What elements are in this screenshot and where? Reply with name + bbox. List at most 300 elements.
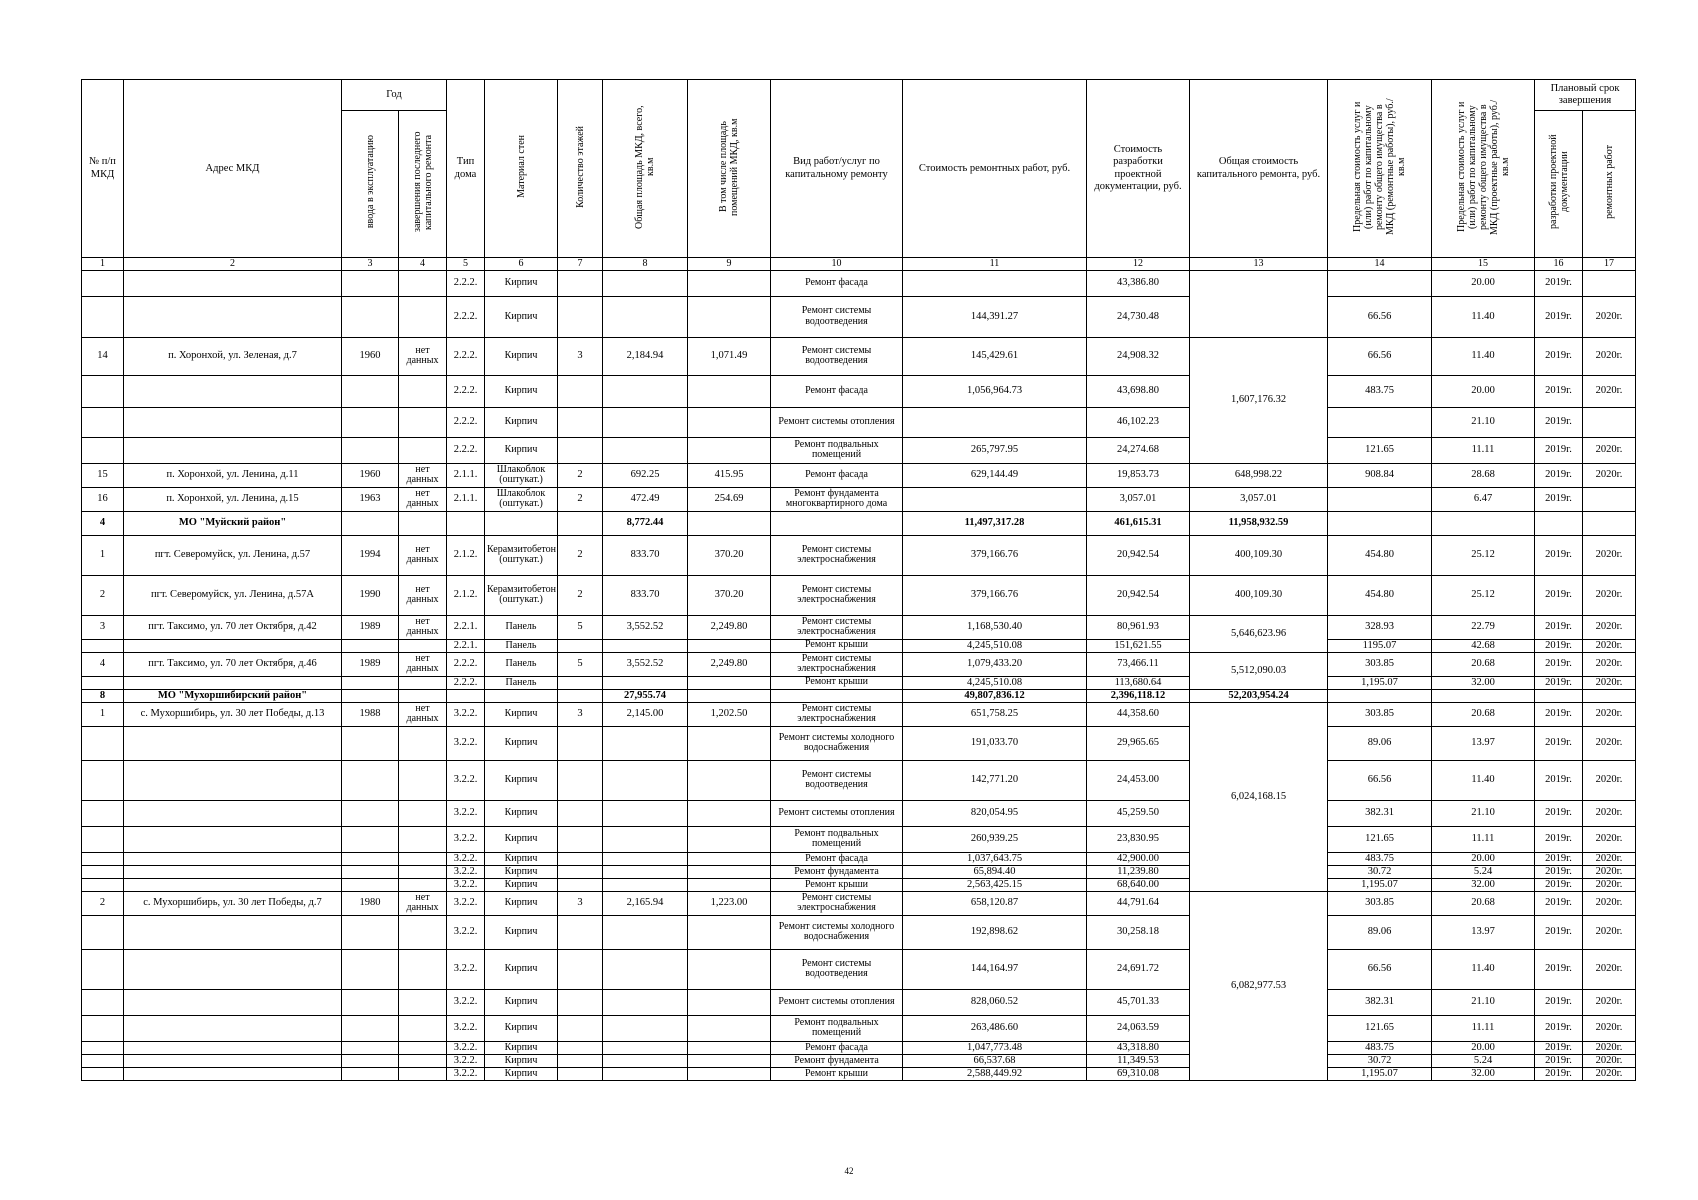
deadline-design-cell: 2019г. — [1535, 407, 1583, 437]
table-row — [82, 676, 1636, 689]
limit-repair-cell: 121.65 — [1328, 437, 1432, 463]
address-cell: п. Хоронхой, ул. Зеленая, д.7 — [124, 337, 342, 375]
column-number: 9 — [688, 258, 771, 271]
row-number: 14 — [82, 337, 124, 375]
limit-design-cell: 32.00 — [1432, 1068, 1535, 1081]
house-type-cell: 2.2.2. — [447, 337, 485, 375]
design-cost-cell: 113,680.64 — [1087, 676, 1190, 689]
limit-design-cell: 11.11 — [1432, 826, 1535, 852]
floors-cell — [558, 760, 603, 800]
table-row — [82, 852, 1636, 865]
floors-cell — [558, 437, 603, 463]
floors-cell — [558, 1055, 603, 1068]
limit-repair-cell: 328.93 — [1328, 615, 1432, 639]
deadline-repair-cell: 2020г. — [1583, 915, 1636, 949]
row-number — [82, 989, 124, 1015]
year-commission-cell — [342, 1015, 399, 1041]
deadline-design-cell: 2019г. — [1535, 949, 1583, 989]
row-number — [82, 826, 124, 852]
floors-cell: 2 — [558, 463, 603, 487]
deadline-design-cell: 2019г. — [1535, 989, 1583, 1015]
col-head-no: № п/п МКД — [82, 80, 124, 258]
house-type-cell: 3.2.2. — [447, 1055, 485, 1068]
work-type-cell: Ремонт системы электроснабжения — [771, 535, 903, 575]
work-type-cell: Ремонт системы электроснабжения — [771, 891, 903, 915]
design-cost-cell: 24,908.32 — [1087, 337, 1190, 375]
deadline-design-cell: 2019г. — [1535, 296, 1583, 337]
year-last-repair-cell: нет данных — [399, 575, 447, 615]
year-last-repair-cell — [399, 511, 447, 535]
house-type-cell: 2.1.2. — [447, 535, 485, 575]
year-commission-cell — [342, 800, 399, 826]
work-type-cell: Ремонт крыши — [771, 676, 903, 689]
table-row — [82, 487, 1636, 511]
year-last-repair-cell — [399, 949, 447, 989]
column-number: 2 — [124, 258, 342, 271]
design-cost-cell: 20,942.54 — [1087, 535, 1190, 575]
address-cell: пгт. Северомуйск, ул. Ленина, д.57А — [124, 575, 342, 615]
wall-material-cell: Керамзитобетон (оштукат.) — [485, 535, 558, 575]
work-type-cell: Ремонт системы отопления — [771, 989, 903, 1015]
year-last-repair-cell — [399, 800, 447, 826]
year-last-repair-cell — [399, 878, 447, 891]
house-type-cell: 2.2.2. — [447, 676, 485, 689]
deadline-design-cell: 2019г. — [1535, 865, 1583, 878]
wall-material-cell: Кирпич — [485, 702, 558, 726]
table-row — [82, 702, 1636, 726]
repair-cost-cell: 1,056,964.73 — [903, 375, 1087, 407]
total-area-cell — [603, 1055, 688, 1068]
premises-area-cell: 254.69 — [688, 487, 771, 511]
row-number — [82, 800, 124, 826]
limit-design-cell: 5.24 — [1432, 1055, 1535, 1068]
wall-material-cell: Кирпич — [485, 989, 558, 1015]
work-type-cell: Ремонт подвальных помещений — [771, 826, 903, 852]
row-number — [82, 407, 124, 437]
limit-repair-cell — [1328, 689, 1432, 702]
deadline-repair-cell: 2020г. — [1583, 296, 1636, 337]
address-cell — [124, 296, 342, 337]
floors-cell: 2 — [558, 487, 603, 511]
deadline-repair-cell: 2020г. — [1583, 437, 1636, 463]
table-row — [82, 760, 1636, 800]
col-head-wall-material: Материал стен — [485, 80, 558, 258]
year-last-repair-cell — [399, 726, 447, 760]
house-type-cell: 3.2.2. — [447, 865, 485, 878]
table-row — [82, 511, 1636, 535]
premises-area-cell — [688, 989, 771, 1015]
limit-design-cell: 20.00 — [1432, 852, 1535, 865]
col-head-limit-repair: Предельная стоимость услуг и (или) работ по капитальному ремонту общего имущества в МКД (ремонтные работы), руб./кв.м — [1328, 80, 1432, 258]
floors-cell — [558, 800, 603, 826]
limit-design-cell: 11.40 — [1432, 296, 1535, 337]
year-commission-cell — [342, 852, 399, 865]
work-type-cell: Ремонт системы электроснабжения — [771, 615, 903, 639]
deadline-repair-cell: 2020г. — [1583, 1068, 1636, 1081]
address-cell: пгт. Северомуйск, ул. Ленина, д.57 — [124, 535, 342, 575]
limit-repair-cell: 908.84 — [1328, 463, 1432, 487]
floors-cell — [558, 915, 603, 949]
repair-cost-cell: 260,939.25 — [903, 826, 1087, 852]
deadline-repair-cell: 2020г. — [1583, 702, 1636, 726]
total-cost-cell: 648,998.22 — [1190, 463, 1328, 487]
limit-design-cell: 11.11 — [1432, 1015, 1535, 1041]
repair-cost-cell: 2,588,449.92 — [903, 1068, 1087, 1081]
col-head-year: Год — [342, 80, 447, 111]
deadline-repair-cell: 2020г. — [1583, 575, 1636, 615]
design-cost-cell: 45,701.33 — [1087, 989, 1190, 1015]
year-commission-cell — [342, 1055, 399, 1068]
design-cost-cell: 24,453.00 — [1087, 760, 1190, 800]
year-commission-cell — [342, 639, 399, 652]
total-area-cell — [603, 949, 688, 989]
column-number: 11 — [903, 258, 1087, 271]
table-row — [82, 375, 1636, 407]
deadline-design-cell: 2019г. — [1535, 826, 1583, 852]
design-cost-cell: 42,900.00 — [1087, 852, 1190, 865]
repair-cost-cell: 263,486.60 — [903, 1015, 1087, 1041]
work-type-cell: Ремонт системы водоотведения — [771, 949, 903, 989]
address-cell: п. Хоронхой, ул. Ленина, д.15 — [124, 487, 342, 511]
work-type-cell: Ремонт фасада — [771, 270, 903, 296]
deadline-design-cell: 2019г. — [1535, 639, 1583, 652]
wall-material-cell: Кирпич — [485, 865, 558, 878]
table-row — [82, 891, 1636, 915]
repair-cost-cell: 4,245,510.08 — [903, 639, 1087, 652]
premises-area-cell — [688, 760, 771, 800]
total-area-cell — [603, 296, 688, 337]
house-type-cell: 2.2.2. — [447, 652, 485, 676]
work-type-cell: Ремонт системы холодного водоснабжения — [771, 915, 903, 949]
col-head-work-type: Вид работ/услуг по капитальному ремонту — [771, 80, 903, 258]
floors-cell — [558, 949, 603, 989]
floors-cell — [558, 676, 603, 689]
wall-material-cell: Кирпич — [485, 407, 558, 437]
limit-design-cell: 20.00 — [1432, 375, 1535, 407]
limit-repair-cell — [1328, 407, 1432, 437]
col-head-deadline: Плановый срок завершения — [1535, 80, 1636, 111]
design-cost-cell: 2,396,118.12 — [1087, 689, 1190, 702]
year-last-repair-cell — [399, 865, 447, 878]
design-cost-cell: 69,310.08 — [1087, 1068, 1190, 1081]
address-cell — [124, 826, 342, 852]
year-last-repair-cell: нет данных — [399, 891, 447, 915]
work-type-cell — [771, 511, 903, 535]
table-row — [82, 575, 1636, 615]
floors-cell — [558, 639, 603, 652]
deadline-repair-cell: 2020г. — [1583, 726, 1636, 760]
deadline-design-cell: 2019г. — [1535, 726, 1583, 760]
row-number — [82, 270, 124, 296]
work-type-cell: Ремонт системы электроснабжения — [771, 652, 903, 676]
limit-design-cell: 13.97 — [1432, 726, 1535, 760]
table-row — [82, 652, 1636, 676]
row-number: 1 — [82, 535, 124, 575]
total-area-cell: 27,955.74 — [603, 689, 688, 702]
total-area-cell — [603, 639, 688, 652]
total-area-cell — [603, 915, 688, 949]
floors-cell: 3 — [558, 702, 603, 726]
row-number: 3 — [82, 615, 124, 639]
year-last-repair-cell — [399, 1041, 447, 1054]
total-cost-cell — [1190, 270, 1328, 337]
deadline-design-cell — [1535, 689, 1583, 702]
total-area-cell: 2,165.94 — [603, 891, 688, 915]
design-cost-cell: 11,239.80 — [1087, 865, 1190, 878]
deadline-design-cell: 2019г. — [1535, 878, 1583, 891]
row-number — [82, 1041, 124, 1054]
year-last-repair-cell — [399, 915, 447, 949]
house-type-cell: 2.2.2. — [447, 375, 485, 407]
address-cell — [124, 1068, 342, 1081]
design-cost-cell: 44,358.60 — [1087, 702, 1190, 726]
total-cost-cell: 400,109.30 — [1190, 575, 1328, 615]
limit-design-cell: 11.11 — [1432, 437, 1535, 463]
house-type-cell: 3.2.2. — [447, 949, 485, 989]
floors-cell — [558, 375, 603, 407]
col-head-house-type: Тип дома — [447, 80, 485, 258]
house-type-cell: 3.2.2. — [447, 852, 485, 865]
wall-material-cell: Кирпич — [485, 337, 558, 375]
repair-cost-cell: 379,166.76 — [903, 575, 1087, 615]
wall-material-cell — [485, 689, 558, 702]
design-cost-cell: 80,961.93 — [1087, 615, 1190, 639]
deadline-design-cell: 2019г. — [1535, 487, 1583, 511]
total-area-cell — [603, 865, 688, 878]
col-head-total-area: Общая площадь МКД, всего, кв.м — [603, 80, 688, 258]
limit-design-cell: 13.97 — [1432, 915, 1535, 949]
deadline-design-cell: 2019г. — [1535, 463, 1583, 487]
design-cost-cell: 73,466.11 — [1087, 652, 1190, 676]
wall-material-cell: Шлакоблок (оштукат.) — [485, 463, 558, 487]
deadline-design-cell: 2019г. — [1535, 702, 1583, 726]
row-number — [82, 852, 124, 865]
design-cost-cell: 151,621.55 — [1087, 639, 1190, 652]
deadline-repair-cell: 2020г. — [1583, 760, 1636, 800]
deadline-repair-cell — [1583, 689, 1636, 702]
house-type-cell: 3.2.2. — [447, 726, 485, 760]
limit-repair-cell: 30.72 — [1328, 865, 1432, 878]
col-head-deadline-design: разработки проектной документации — [1535, 111, 1583, 258]
limit-design-cell — [1432, 511, 1535, 535]
design-cost-cell: 24,274.68 — [1087, 437, 1190, 463]
limit-design-cell: 20.00 — [1432, 270, 1535, 296]
work-type-cell: Ремонт фасада — [771, 1041, 903, 1054]
year-commission-cell — [342, 1041, 399, 1054]
address-cell — [124, 1041, 342, 1054]
total-cost-cell: 52,203,954.24 — [1190, 689, 1328, 702]
wall-material-cell: Кирпич — [485, 800, 558, 826]
wall-material-cell: Шлакоблок (оштукат.) — [485, 487, 558, 511]
deadline-repair-cell: 2020г. — [1583, 1041, 1636, 1054]
limit-repair-cell: 1,195.07 — [1328, 1068, 1432, 1081]
table-row — [82, 726, 1636, 760]
house-type-cell: 3.2.2. — [447, 989, 485, 1015]
total-area-cell — [603, 375, 688, 407]
limit-design-cell: 11.40 — [1432, 760, 1535, 800]
floors-cell — [558, 1041, 603, 1054]
premises-area-cell: 415.95 — [688, 463, 771, 487]
deadline-repair-cell: 2020г. — [1583, 375, 1636, 407]
repair-cost-cell: 144,164.97 — [903, 949, 1087, 989]
year-commission-cell — [342, 296, 399, 337]
work-type-cell: Ремонт системы отопления — [771, 407, 903, 437]
work-type-cell: Ремонт фундамента многоквартирного дома — [771, 487, 903, 511]
row-number: 1 — [82, 702, 124, 726]
column-number: 13 — [1190, 258, 1328, 271]
work-type-cell: Ремонт крыши — [771, 1068, 903, 1081]
row-number — [82, 437, 124, 463]
repair-cost-cell: 65,894.40 — [903, 865, 1087, 878]
year-commission-cell — [342, 878, 399, 891]
address-cell: МО "Муйский район" — [124, 511, 342, 535]
total-cost-cell: 11,958,932.59 — [1190, 511, 1328, 535]
floors-cell — [558, 865, 603, 878]
address-cell: с. Мухоршибирь, ул. 30 лет Победы, д.13 — [124, 702, 342, 726]
address-cell — [124, 270, 342, 296]
wall-material-cell: Панель — [485, 615, 558, 639]
floors-cell — [558, 878, 603, 891]
total-area-cell — [603, 270, 688, 296]
work-type-cell: Ремонт системы электроснабжения — [771, 575, 903, 615]
limit-design-cell: 20.68 — [1432, 702, 1535, 726]
wall-material-cell: Кирпич — [485, 852, 558, 865]
column-number: 16 — [1535, 258, 1583, 271]
address-cell — [124, 878, 342, 891]
premises-area-cell — [688, 826, 771, 852]
column-number: 15 — [1432, 258, 1535, 271]
year-commission-cell — [342, 511, 399, 535]
limit-repair-cell: 483.75 — [1328, 375, 1432, 407]
floors-cell: 5 — [558, 615, 603, 639]
total-area-cell — [603, 676, 688, 689]
year-commission-cell — [342, 915, 399, 949]
table-row — [82, 915, 1636, 949]
column-number: 5 — [447, 258, 485, 271]
limit-repair-cell: 121.65 — [1328, 826, 1432, 852]
design-cost-cell: 44,791.64 — [1087, 891, 1190, 915]
limit-design-cell: 25.12 — [1432, 575, 1535, 615]
year-commission-cell: 1960 — [342, 463, 399, 487]
floors-cell: 2 — [558, 575, 603, 615]
total-area-cell — [603, 1041, 688, 1054]
address-cell: с. Мухоршибирь, ул. 30 лет Победы, д.7 — [124, 891, 342, 915]
table-row — [82, 989, 1636, 1015]
wall-material-cell — [485, 511, 558, 535]
row-number — [82, 1068, 124, 1081]
address-cell — [124, 852, 342, 865]
work-type-cell: Ремонт системы отопления — [771, 800, 903, 826]
wall-material-cell: Кирпич — [485, 375, 558, 407]
year-commission-cell: 1989 — [342, 615, 399, 639]
design-cost-cell: 24,691.72 — [1087, 949, 1190, 989]
total-area-cell — [603, 826, 688, 852]
year-last-repair-cell — [399, 676, 447, 689]
work-type-cell — [771, 689, 903, 702]
premises-area-cell: 1,071.49 — [688, 337, 771, 375]
design-cost-cell: 20,942.54 — [1087, 575, 1190, 615]
limit-repair-cell — [1328, 270, 1432, 296]
year-commission-cell — [342, 989, 399, 1015]
wall-material-cell: Кирпич — [485, 437, 558, 463]
design-cost-cell: 45,259.50 — [1087, 800, 1190, 826]
limit-repair-cell: 303.85 — [1328, 702, 1432, 726]
row-number — [82, 915, 124, 949]
limit-design-cell: 20.68 — [1432, 891, 1535, 915]
house-type-cell: 2.2.2. — [447, 270, 485, 296]
premises-area-cell — [688, 1041, 771, 1054]
row-number: 16 — [82, 487, 124, 511]
house-type-cell: 2.2.2. — [447, 437, 485, 463]
limit-design-cell: 32.00 — [1432, 676, 1535, 689]
work-type-cell: Ремонт фундамента — [771, 865, 903, 878]
limit-repair-cell: 89.06 — [1328, 915, 1432, 949]
row-number: 4 — [82, 511, 124, 535]
repair-cost-cell: 265,797.95 — [903, 437, 1087, 463]
year-last-repair-cell — [399, 437, 447, 463]
year-commission-cell: 1994 — [342, 535, 399, 575]
address-cell: пгт. Таксимо, ул. 70 лет Октября, д.46 — [124, 652, 342, 676]
address-cell — [124, 676, 342, 689]
deadline-repair-cell: 2020г. — [1583, 676, 1636, 689]
year-last-repair-cell: нет данных — [399, 487, 447, 511]
total-cost-cell: 1,607,176.32 — [1190, 337, 1328, 463]
repair-cost-cell: 651,758.25 — [903, 702, 1087, 726]
repair-cost-cell — [903, 270, 1087, 296]
repair-cost-cell: 11,497,317.28 — [903, 511, 1087, 535]
row-number: 4 — [82, 652, 124, 676]
row-number — [82, 1015, 124, 1041]
address-cell — [124, 407, 342, 437]
total-area-cell: 472.49 — [603, 487, 688, 511]
col-head-year-last-repair: завершения последнего капитального ремонта — [399, 111, 447, 258]
wall-material-cell: Кирпич — [485, 826, 558, 852]
table-row — [82, 949, 1636, 989]
table-row — [82, 437, 1636, 463]
year-last-repair-cell — [399, 989, 447, 1015]
address-cell — [124, 865, 342, 878]
total-area-cell: 833.70 — [603, 535, 688, 575]
wall-material-cell: Керамзитобетон (оштукат.) — [485, 575, 558, 615]
table-row — [82, 407, 1636, 437]
work-type-cell: Ремонт подвальных помещений — [771, 1015, 903, 1041]
repair-cost-cell: 2,563,425.15 — [903, 878, 1087, 891]
table-row — [82, 535, 1636, 575]
year-last-repair-cell — [399, 826, 447, 852]
limit-repair-cell: 303.85 — [1328, 652, 1432, 676]
wall-material-cell: Панель — [485, 652, 558, 676]
deadline-design-cell: 2019г. — [1535, 615, 1583, 639]
column-number-row — [82, 258, 1636, 271]
wall-material-cell: Кирпич — [485, 915, 558, 949]
limit-design-cell — [1432, 689, 1535, 702]
table-row — [82, 463, 1636, 487]
limit-design-cell: 42.68 — [1432, 639, 1535, 652]
design-cost-cell: 24,063.59 — [1087, 1015, 1190, 1041]
premises-area-cell — [688, 915, 771, 949]
design-cost-cell: 19,853.73 — [1087, 463, 1190, 487]
premises-area-cell — [688, 949, 771, 989]
total-area-cell — [603, 878, 688, 891]
table-row — [82, 639, 1636, 652]
deadline-design-cell: 2019г. — [1535, 1041, 1583, 1054]
year-commission-cell: 1990 — [342, 575, 399, 615]
premises-area-cell — [688, 726, 771, 760]
deadline-repair-cell: 2020г. — [1583, 891, 1636, 915]
work-type-cell: Ремонт системы водоотведения — [771, 760, 903, 800]
repair-cost-cell: 192,898.62 — [903, 915, 1087, 949]
deadline-design-cell: 2019г. — [1535, 760, 1583, 800]
